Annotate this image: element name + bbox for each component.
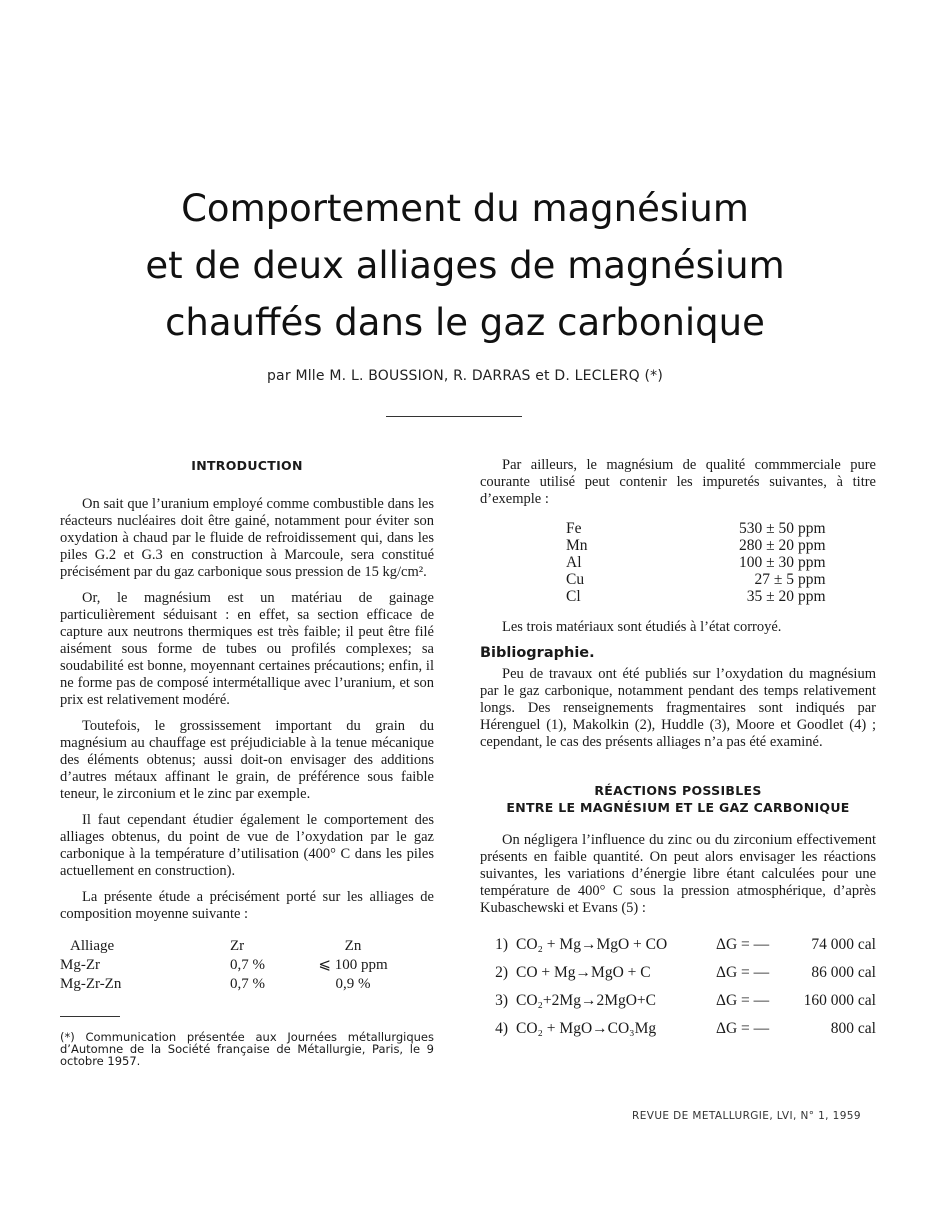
- table-row: [60, 956, 412, 975]
- authors-line: par Mlle M. L. BOUSSION, R. DARRAS et D. LECLERQ (*): [266, 368, 664, 384]
- reactions-heading-line-1: RÉACTIONS POSSIBLES: [594, 783, 762, 798]
- alloy-header-zr: Zr: [230, 938, 245, 954]
- reaction-value: 160 000 cal: [803, 992, 876, 1009]
- alloy-table: [60, 937, 412, 994]
- alloy-table-header: [60, 937, 412, 956]
- impurity-value: 27 ± 5: [754, 571, 794, 588]
- reaction-equation: CO₂ + MgO→CO₃Mg: [516, 1020, 657, 1037]
- bibliography-paragraph: Peu de travaux ont été publiés sur l’oxydation du magnésium par le gaz carbonique, notamment pendant des temps relativement longs. Des renseignements fragmentaires sont indiqués par Hérenguel (1), Makolkin (2), Huddle (3), Moore et Goodlet (4) ; cependant, le cas des présents alliages n’a pas été examiné.: [480, 666, 876, 750]
- bibliography-heading: Bibliographie.: [480, 645, 595, 661]
- intro-paragraph-1: On sait que l’uranium employé comme combustible dans les réacteurs nucléaires doit être gainé, notamment pour éviter son oxydation à chaud par le fluide de refroidissement qui, dans les piles G.2 et G.3 en construction à Marcoule, sera constitué précisément par du gaz carbonique sous pression de 15 kg/cm².: [60, 496, 434, 580]
- reaction-delta-g: ΔG = —: [716, 964, 770, 981]
- reaction-value: 86 000 cal: [811, 964, 876, 981]
- impurity-value: 100 ± 30: [738, 554, 794, 571]
- alloy-zn: ⩽ 100 ppm: [318, 957, 388, 973]
- alloy-name: Mg-Zr: [60, 957, 100, 973]
- table-row: [60, 975, 412, 994]
- impurity-element: Mn: [566, 537, 588, 554]
- impurity-element: Cu: [566, 571, 585, 588]
- impurity-element: Al: [566, 554, 582, 571]
- reactions-list: [480, 931, 876, 1043]
- title-line-2: et de deux alliages de magnésium: [145, 244, 785, 287]
- alloy-zr: 0,7 %: [230, 976, 265, 992]
- article-title: [0, 180, 930, 351]
- alloy-name: Mg-Zr-Zn: [60, 976, 122, 992]
- reaction-number: 4): [495, 1020, 508, 1037]
- reaction-delta-g: ΔG = —: [716, 1020, 770, 1037]
- intro-paragraph-4: Il faut cependant étudier également le comportement des alliages obtenus, du point de vue de l’oxydation par le gaz carbonique à la température d’utilisation (400° C dans les piles actuellement en construction).: [60, 812, 434, 879]
- table-row: [566, 520, 836, 537]
- alloy-zr: 0,7 %: [230, 957, 265, 973]
- table-row: [566, 537, 836, 554]
- reactions-heading-line-2: ENTRE LE MAGNÉSIUM ET LE GAZ CARBONIQUE: [506, 800, 850, 815]
- reaction-number: 1): [495, 936, 508, 953]
- reaction-value: 800 cal: [830, 1020, 876, 1037]
- running-footer: REVUE DE METALLURGIE, LVI, N° 1, 1959: [632, 1110, 861, 1122]
- materials-sentence: Les trois matériaux sont étudiés à l’état corroyé.: [502, 619, 782, 635]
- impurity-value: 280 ± 20: [738, 537, 794, 554]
- reaction-row: [480, 987, 876, 1015]
- reaction-number: 3): [495, 992, 508, 1009]
- intro-paragraph-3: Toutefois, le grossissement important du grain du magnésium au chauffage est préjudiciable à la tenue mécanique des éléments obtenus; aussi doit-on envisager des additions d’autres métaux affinant le grain, de préférence sous faible teneur, le zirconium et le zinc par exemple.: [60, 718, 434, 802]
- reaction-row: [480, 931, 876, 959]
- impurity-value: 35 ± 20: [746, 588, 794, 605]
- impurities-table: [566, 520, 836, 605]
- intro-paragraph-2: Or, le magnésium est un matériau de gainage particulièrement séduisant : en effet, sa section efficace de capture aux neutrons thermiques est très faible; il peut être filé aisément sous forme de tubes ou profilés complexes; sa soudabilité est bonne, moyennant certaines précautions; enfin, il ne forme pas de composé intermétallique avec l’uranium, et son prix est relativement modéré.: [60, 590, 434, 708]
- impurities-intro: Par ailleurs, le magnésium de qualité commmerciale pure courante utilisé peut contenir les impuretés suivantes, à titre d’exemple :: [480, 457, 876, 507]
- impurity-element: Fe: [566, 520, 582, 537]
- title-line-3: chauffés dans le gaz carbonique: [165, 301, 765, 344]
- impurity-unit: ppm: [798, 554, 826, 571]
- left-column: [60, 457, 434, 1067]
- reaction-delta-g: ΔG = —: [716, 992, 770, 1009]
- introduction-heading: INTRODUCTION: [191, 458, 303, 473]
- reaction-delta-g: ΔG = —: [716, 936, 770, 953]
- reaction-equation: CO₂+2Mg→2MgO+C: [516, 992, 657, 1009]
- table-row: [566, 554, 836, 571]
- table-row: [566, 571, 836, 588]
- reaction-equation: CO + Mg→MgO + C: [516, 964, 651, 981]
- impurity-unit: ppm: [798, 520, 826, 537]
- title-divider: [386, 416, 522, 417]
- impurity-value: 530 ± 50: [738, 520, 794, 537]
- reaction-row: [480, 959, 876, 987]
- reaction-row: [480, 1015, 876, 1043]
- footnote: (*) Communication présentée aux Journées métallurgiques d’Automne de la Société française de Métallurgie, Paris, le 9 octobre 1957.: [60, 1030, 434, 1068]
- impurity-unit: ppm: [798, 588, 826, 605]
- alloy-zn: 0,9 %: [335, 976, 371, 992]
- reaction-equation: CO₂ + Mg→MgO + CO: [516, 936, 668, 953]
- title-line-1: Comportement du magnésium: [181, 187, 749, 230]
- alloy-header-zn: Zn: [344, 938, 362, 954]
- reactions-intro: On négligera l’influence du zinc ou du zirconium effectivement présents en faible quantité. On peut alors envisager les réactions suivantes, les variations d’énergie libre étant calculées pour une température de 400° C sous la pression atmosphérique, d’après Kubaschewski et Evans (5) :: [480, 832, 876, 916]
- alloy-header-alliage: Alliage: [70, 938, 115, 954]
- reaction-value: 74 000 cal: [811, 936, 876, 953]
- reaction-number: 2): [495, 964, 508, 981]
- impurity-element: Cl: [566, 588, 581, 605]
- right-column: [480, 457, 876, 1043]
- table-row: [566, 588, 836, 605]
- intro-paragraph-5: La présente étude a précisément porté sur les alliages de composition moyenne suivante :: [60, 889, 434, 922]
- impurity-unit: ppm: [798, 537, 826, 554]
- footnote-divider: [60, 1016, 120, 1017]
- impurity-unit: ppm: [798, 571, 826, 588]
